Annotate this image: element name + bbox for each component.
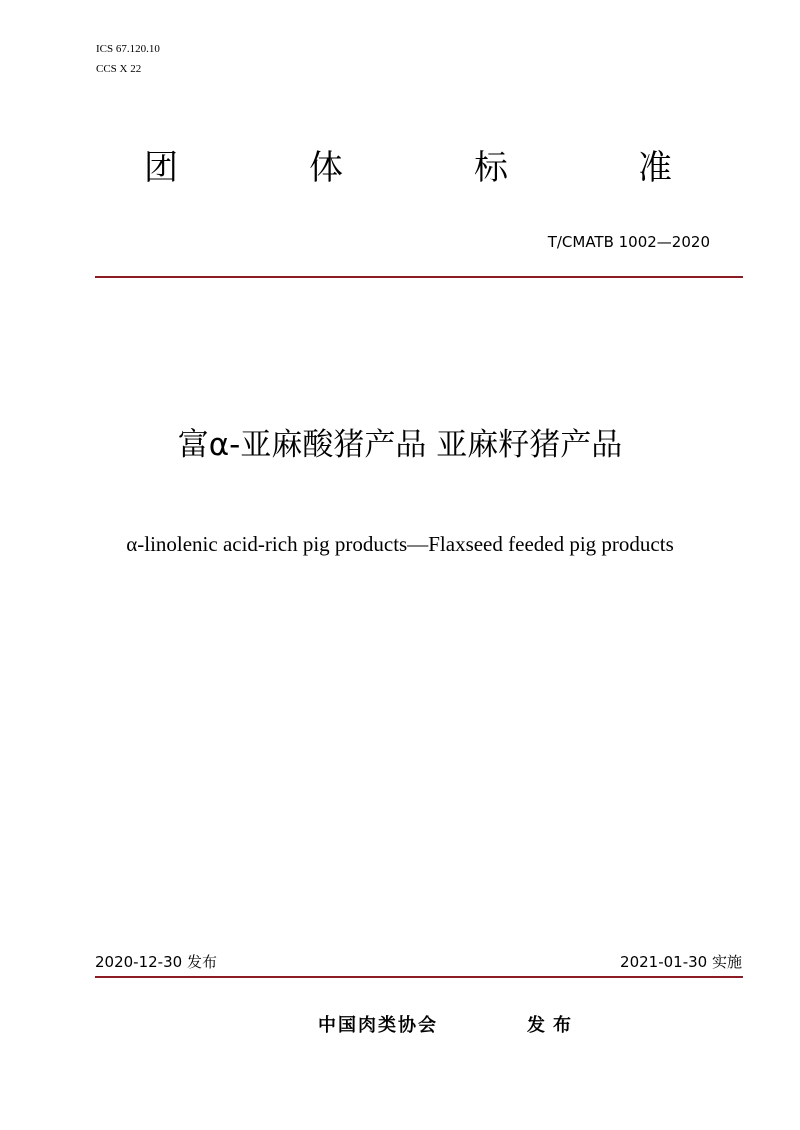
- title-english: α-linolenic acid-rich pig products—Flaxseed feeded pig products: [126, 532, 674, 556]
- ccs-code: CCS X 22: [96, 63, 142, 75]
- issued-label: 发布: [527, 1015, 579, 1036]
- standard-type-char-2: 体: [309, 148, 343, 188]
- bottom-divider: [95, 976, 743, 978]
- top-divider: [95, 276, 743, 278]
- issuer-name: 中国肉类协会: [318, 1015, 438, 1036]
- standard-type-char-3: 标: [474, 148, 508, 188]
- standard-type-char-4: 准: [638, 148, 672, 188]
- standard-number: T/CMATB 1002—2020: [547, 233, 710, 251]
- implement-date: 2021-01-30 实施: [620, 953, 742, 971]
- publish-date: 2020-12-30 发布: [95, 953, 217, 971]
- standard-type-char-1: 团: [144, 148, 178, 188]
- ics-code: ICS 67.120.10: [96, 43, 160, 55]
- title-chinese: 富α-亚麻酸猪产品 亚麻籽猪产品: [177, 427, 623, 463]
